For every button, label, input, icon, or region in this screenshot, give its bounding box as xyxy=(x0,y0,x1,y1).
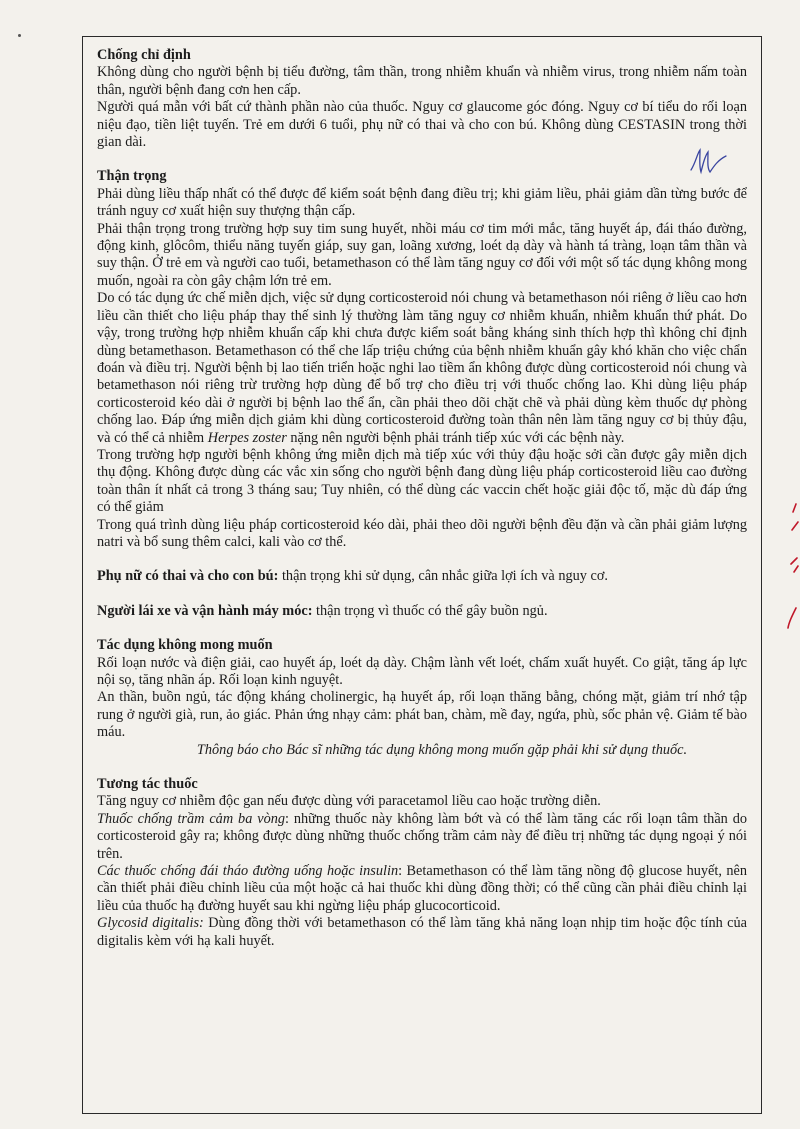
heading-side-effects: Tác dụng không mong muốn xyxy=(97,637,273,654)
pregnancy-paragraph xyxy=(97,568,747,585)
precautions-p4: Trong trường hợp người bệnh không ứng miễn dịch mà tiếp xúc với thủy đậu hoặc sởi cần được gây miễn dịch thụ động. Không được dùng các vắc xin sống cho người bệnh đang dùng liệu pháp corticosteroid liều cao đường toàn thân ít nhất cả trong 3 tháng sau; Tuy nhiên, có thể dùng các vaccin chết hoặc giải độc tố, mặc dù đáp ứng có thể giảm xyxy=(97,446,747,516)
driving-text: thận trọng vì thuốc có thể gây buồn ngủ. xyxy=(312,602,548,619)
document-frame xyxy=(82,36,762,1114)
interactions-p2 xyxy=(97,811,747,863)
herpes-zoster-term: Herpes zoster xyxy=(207,429,287,446)
side-effects-p1: Rối loạn nước và điện giải, cao huyết áp, loét dạ dày. Chậm lành vết loét, chấm xuất huyết. Co giật, tăng áp lực nội sọ, tăng nhãn áp. Rối loạn kinh nguyệt. xyxy=(97,654,747,688)
precautions-p3 xyxy=(97,290,747,447)
contraindications-p2: Người quá mẫn với bất cứ thành phần nào của thuốc. Nguy cơ glaucome góc đóng. Nguy cơ bí tiểu do rối loạn niệu đạo, tiền liệt tuyến. Trẻ em dưới 6 tuổi, phụ nữ có thai và cho con bú. Không dùng CESTASIN trong thời gian dài. xyxy=(97,99,747,151)
heading-interactions: Tương tác thuốc xyxy=(97,776,198,793)
precautions-p5: Trong quá trình dùng liệu pháp corticosteroid kéo dài, phải theo dõi người bệnh đều đặn và cần phải giảm lượng natri và bổ sung thêm calci, kali vào cơ thể. xyxy=(97,516,747,550)
interactions-p3-text: : Betamethason có thể làm tăng nồng độ glucose huyết, nên cần thiết phải điều chỉnh liều của một hoặc cả hai thuốc khi dùng đồng thời; có thể cũng cần phải điều chỉnh lại liều của thuốc hạ đường huyết sau khi ngừng liệu pháp glucocorticoid. xyxy=(97,863,748,914)
scan-speck xyxy=(18,34,21,37)
contraindications-p1: Không dùng cho người bệnh bị tiểu đường, tâm thần, trong nhiễm khuẩn và nhiễm virus, trong nhiễm nấm toàn thân, người bệnh đang cơn hen cấp. xyxy=(97,64,747,98)
heading-precautions: Thận trọng xyxy=(97,168,167,185)
stamp-edge-mark xyxy=(786,500,800,640)
precautions-p2: Phải thận trọng trong trường hợp suy tim sung huyết, nhồi máu cơ tim mới mắc, tăng huyết áp, đái tháo đường, động kinh, glôcôm, thiểu năng tuyến giáp, suy gan, loãng xương, loét dạ dày và hành tá tràng, loạn tâm thần và suy thận. Ở trẻ em và người cao tuổi, betamethason có thể làm tăng nguy cơ đối với một số tác dụng không mong muốn, ngoài ra còn gây chậm lớn trẻ em. xyxy=(97,220,747,289)
side-effects-note: Thông báo cho Bác sĩ những tác dụng không mong muốn gặp phải khi sử dụng thuốc. xyxy=(196,741,688,758)
heading-driving: Người lái xe và vận hành máy móc: xyxy=(97,602,313,619)
precautions-p1: Phải dùng liều thấp nhất có thể được để kiểm soát bệnh đang điều trị; khi giảm liều, phải giảm dần từng bước để tránh nguy cơ xuất hiện suy thượng thận cấp. xyxy=(97,185,747,220)
heading-pregnancy: Phụ nữ có thai và cho con bú: xyxy=(97,568,279,585)
heading-contraindications: Chống chỉ định xyxy=(97,47,191,63)
precautions-p3-a: Do có tác dụng ức chế miễn dịch, việc sử dụng corticosteroid nói chung và betamethason nói riêng ở liều cao hơn liều cần thiết cho liệu pháp thay thế sinh lý thường làm tăng nguy cơ nhiễm khuẩn, nhiễm khuẩn thứ phát. Do vậy, trong trường hợp nhiễm khuẩn cấp khi chưa được kiểm soát bằng kháng sinh thích hợp thì không chỉ định dùng betamethason. Betamethason có thể che lấp triệu chứng của bệnh nhiễm khuẩn gây khó khăn cho việc chẩn đoán và điều trị. Người bệnh bị lao tiến triển hoặc nghi lao tiềm ẩn không được dùng corticosteroid nói chung và betamethason nói riêng trừ trường hợp dùng để bổ trợ cho điều trị với thuốc chống lao. Khi dùng liệu pháp corticosteroid kéo dài ở người bị bệnh lao thể ẩn, cần phải theo dõi chặt chẽ và phải dùng kèm thuốc dự phòng chống lao. Đáp ứng miễn dịch giảm khi dùng corticosteroid đường toàn thân nên làm tăng nguy cơ bị thủy đậu, và có thể cả nhiễm xyxy=(97,290,747,446)
driving-paragraph xyxy=(97,603,747,620)
interactions-p4-text: Dùng đồng thời với betamethason có thể làm tăng khả năng loạn nhịp tim hoặc độc tính của digitalis kèm với hạ kali huyết. xyxy=(97,915,747,949)
interactions-p4 xyxy=(97,915,747,950)
tricyclic-term: Thuốc chống trầm cảm ba vòng xyxy=(97,810,286,827)
side-effects-p2: An thần, buồn ngủ, tác động kháng cholinergic, hạ huyết áp, rối loạn thăng bằng, chóng mặt, giảm trí nhớ tập rung ở người già, run, ảo giác. Phản ứng nhạy cảm: phát ban, chàm, mề đay, ngứa, phù, sốc phản vệ. Giảm tế bào máu. xyxy=(97,689,747,741)
pregnancy-text: thận trọng khi sử dụng, cân nhắc giữa lợi ích và nguy cơ. xyxy=(278,568,608,585)
antidiabetic-term: Các thuốc chống đái tháo đường uống hoặc insulin xyxy=(97,863,399,880)
digitalis-term: Glycosid digitalis: xyxy=(97,915,204,932)
signature-mark xyxy=(688,146,730,176)
precautions-p3-b: nặng nên người bệnh phải tránh tiếp xúc với các bệnh này. xyxy=(286,429,625,446)
interactions-p1: Tăng nguy cơ nhiễm độc gan nếu được dùng với paracetamol liều cao hoặc trường diễn. xyxy=(97,793,601,810)
interactions-p3 xyxy=(97,863,747,915)
interactions-p2-text: : những thuốc này không làm bớt và có thể làm tăng các rối loạn tâm thần do corticosteroid gây ra; không được dùng những thuốc chống trầm cảm này để điều trị những tác dụng ngoại ý nói trên. xyxy=(97,810,748,862)
